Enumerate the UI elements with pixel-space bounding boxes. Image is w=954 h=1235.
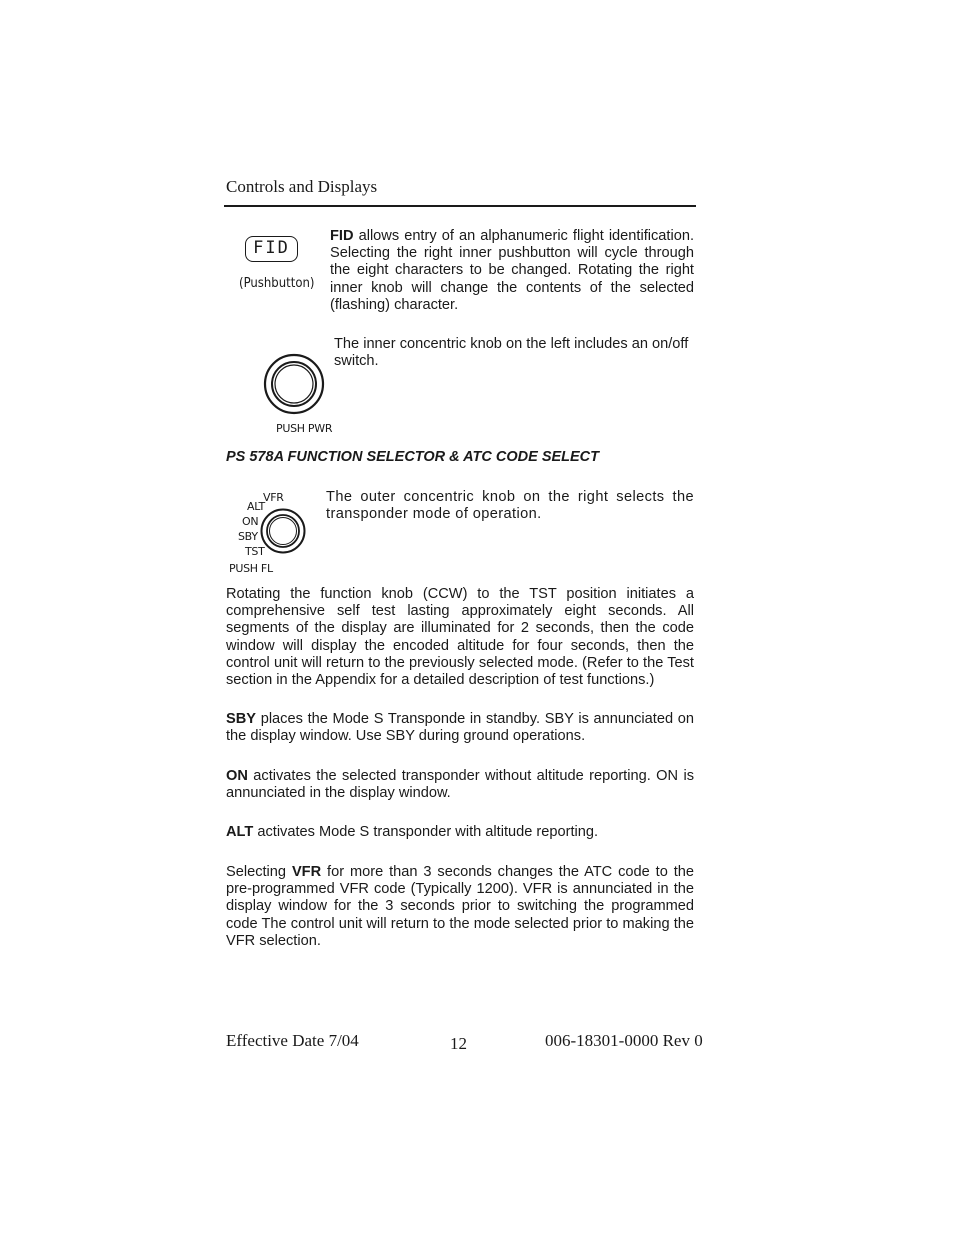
- selector-position-tst: TST: [245, 545, 265, 558]
- selector-position-sby: SBY: [238, 530, 258, 543]
- document-number: 006-18301-0000 Rev 0: [545, 1031, 703, 1050]
- function-selector-heading: PS 578A FUNCTION SELECTOR & ATC CODE SELECT: [226, 449, 600, 465]
- sby-paragraph: [226, 711, 694, 745]
- selector-position-alt: ALT: [247, 500, 265, 513]
- function-selector-description: The outer concentric knob on the right selects the transponder mode of operation.: [326, 489, 694, 523]
- fid-text: allows entry of an alphanumeric flight identification. Selecting the right inner pushbutton will cycle through the eight characters to be changed. Rotating the right inner knob will change the contents of the selected (flashing) character.: [330, 228, 694, 313]
- alt-text: activates Mode S transponder with altitude reporting.: [253, 824, 599, 840]
- page-number: 12: [450, 1034, 467, 1053]
- effective-date: Effective Date 7/04: [226, 1031, 359, 1050]
- power-knob-description: The inner concentric knob on the left includes an on/off switch.: [334, 336, 689, 370]
- push-pwr-label: PUSH PWR: [276, 422, 333, 435]
- selector-position-vfr: VFR: [263, 491, 284, 504]
- fid-description: [330, 228, 694, 314]
- pushbutton-caption: (Pushbutton): [239, 276, 315, 291]
- tst-paragraph: Rotating the function knob (CCW) to the TST position initiates a comprehensive self test lasting approximately eight seconds. All segments of the display are illuminated for 2 seconds, then the code window will display the encoded altitude for four seconds, then the control unit will return to the previously selected mode. (Refer to the Test section in the Appendix for a detailed description of test functions.): [226, 586, 694, 689]
- alt-term: ALT: [226, 824, 254, 840]
- push-fl-label: PUSH FL: [229, 562, 273, 575]
- on-term: ON: [226, 768, 248, 784]
- sby-term: SBY: [226, 711, 257, 727]
- power-knob-icon: [262, 352, 326, 416]
- fid-term: FID: [330, 228, 354, 244]
- on-paragraph: [226, 768, 694, 802]
- selector-position-on: ON: [242, 515, 259, 528]
- alt-paragraph: [226, 824, 694, 841]
- sby-text: places the Mode S Transponde in standby. SBY is annunciated on the display window. Use SBY during ground operations.: [226, 711, 694, 745]
- function-selector-knob-icon: [260, 504, 308, 556]
- on-text: activates the selected transponder without altitude reporting. ON is annunciated in the display window.: [226, 768, 694, 802]
- vfr-text: for more than 3 seconds changes the ATC code to the pre-programmed VFR code (Typically 1200). VFR is annunciated in the display window for the 3 seconds prior to switching the programmed code The control unit will return to the mode selected prior to making the VFR selection.: [226, 864, 694, 949]
- vfr-paragraph: [226, 864, 694, 950]
- fid-pushbutton-icon: FID: [245, 236, 298, 262]
- header-rule: [224, 205, 696, 207]
- vfr-prefix: Selecting: [226, 864, 292, 880]
- section-title: Controls and Displays: [226, 177, 378, 196]
- vfr-term: VFR: [291, 864, 322, 880]
